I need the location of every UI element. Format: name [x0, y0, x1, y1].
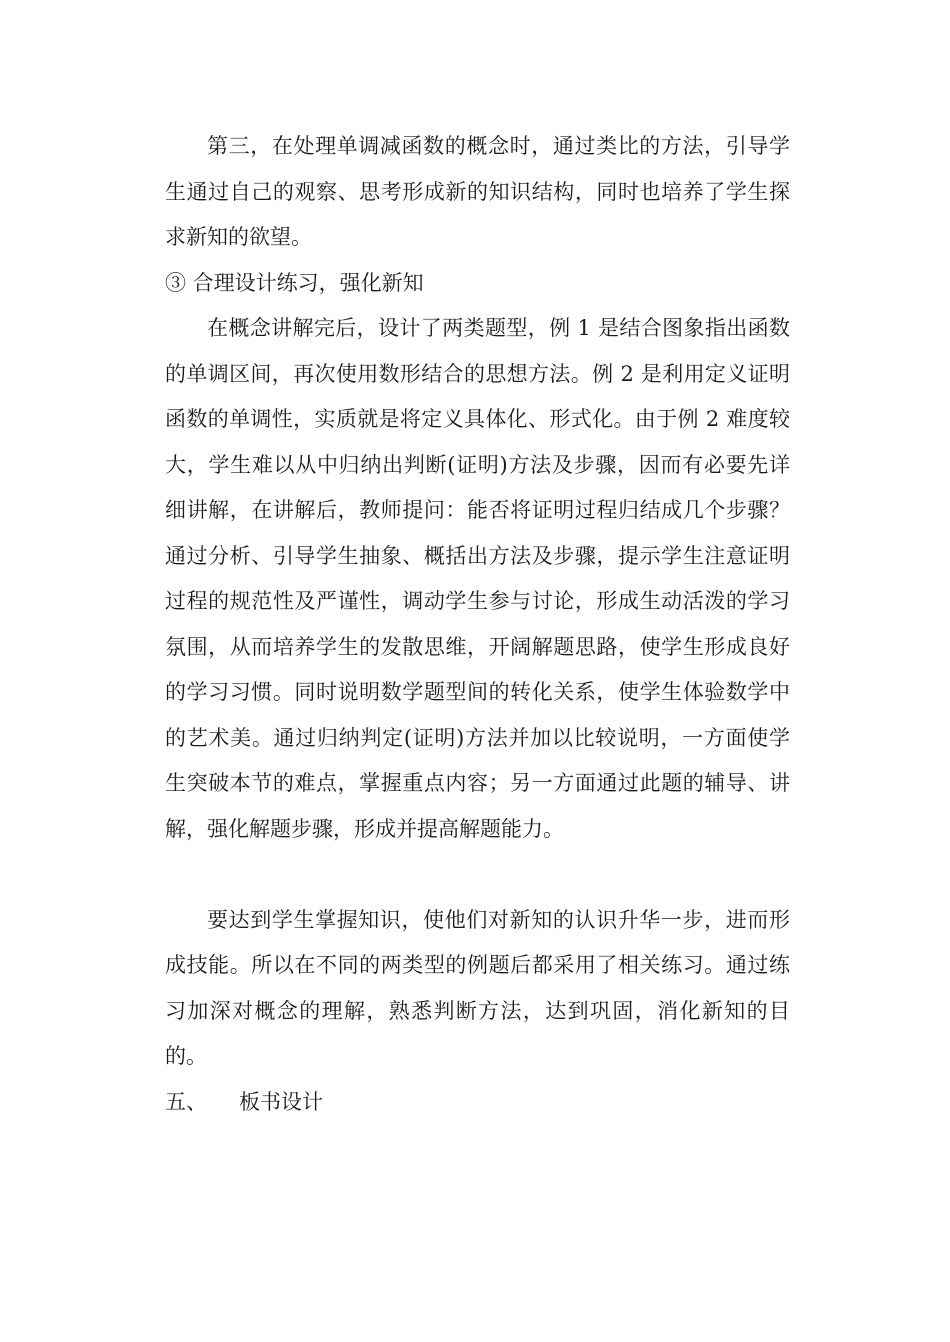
- section-heading-blackboard-design: [165, 1080, 790, 1126]
- heading-design-exercises: ③ 合理设计练习，强化新知: [165, 270, 424, 295]
- section-number: 五、: [165, 1089, 207, 1114]
- blank-line: [165, 852, 790, 898]
- section-title: 板书设计: [239, 1089, 323, 1114]
- paragraph-decreasing-function: 第三，在处理单调减函数的概念时，通过类比的方法，引导学生通过自己的观察、思考形成新的知识结构，同时也培养了学生探求新知的欲望。: [165, 134, 790, 249]
- paragraph-practice-goals: 要达到学生掌握知识，使他们对新知的认识升华一步，进而形成技能。所以在不同的两类型的例题后都采用了相关练习。通过练习加深对概念的理解，熟悉判断方法，达到巩固，消化新知的目的。: [165, 907, 790, 1068]
- document-page: [165, 124, 790, 1125]
- paragraph-example-problems: 在概念讲解完后，设计了两类题型，例 1 是结合图象指出函数的单调区间，再次使用数形结合的思想方法。例 2 是利用定义证明函数的单调性，实质就是将定义具体化、形式化。由于例 2 难度较大，学生难以从中归纳出判断(证明)方法及步骤，因而有必要先详细讲解，在讲解后，教师提问：能否将证明过程归结成几个步骤？通过分析、引导学生抽象、概括出方法及步骤，提示学生注意证明过程的规范性及严谨性，调动学生参与讨论，形成生动活泼的学习氛围，从而培养学生的发散思维，开阔解题思路，使学生形成良好的学习习惯。同时说明数学题型间的转化关系，使学生体验数学中的艺术美。通过归纳判定(证明)方法并加以比较说明，一方面使学生突破本节的难点，掌握重点内容；另一方面通过此题的辅导、讲解，强化解题步骤，形成并提高解题能力。: [165, 316, 790, 841]
